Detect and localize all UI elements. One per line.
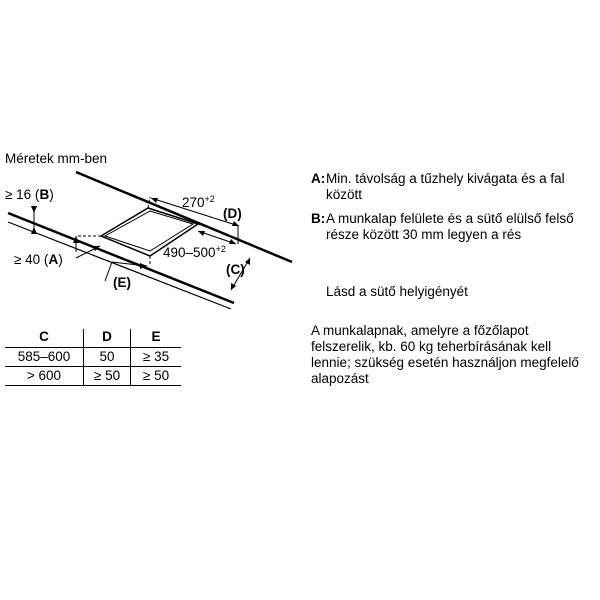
note-b bbox=[311, 211, 591, 243]
label-490-500: $490-500^{+2}$ bbox=[163, 244, 226, 260]
table-row bbox=[5, 367, 181, 386]
dim-c-arrow bbox=[245, 258, 250, 265]
table-row bbox=[5, 348, 181, 367]
label-ge16: ≥ 16 (B) bbox=[5, 187, 54, 202]
label-d: (D) bbox=[223, 206, 242, 221]
dim-490-arrow bbox=[198, 231, 205, 236]
note-text: A munkalap felülete és a sütő elülső felső része között 30 mm legyen a rés bbox=[326, 211, 574, 242]
note-text: Min. távolság a tűzhely kivágata és a fal között bbox=[326, 171, 565, 202]
table-cell: ≥ 35 bbox=[131, 348, 182, 367]
oven-note: Lásd a sütő helyigényét bbox=[326, 284, 468, 299]
dimensions-title: Méretek mm-ben bbox=[5, 151, 108, 166]
dim-490-arrow bbox=[229, 239, 236, 244]
table-header-row bbox=[5, 329, 181, 348]
dim-b-arrow bbox=[31, 206, 37, 213]
dim-270-arrow bbox=[151, 198, 158, 203]
note-key: A: bbox=[311, 171, 326, 186]
dimension-table bbox=[5, 329, 181, 386]
table-cell: ≥ 50 bbox=[131, 367, 182, 386]
table-header: E bbox=[131, 329, 182, 348]
dim-e-line bbox=[105, 262, 112, 281]
note-key: B: bbox=[311, 211, 326, 226]
label-e: (E) bbox=[113, 275, 131, 290]
label-270: $270^{+2}$ bbox=[182, 194, 215, 210]
table-cell: > 600 bbox=[5, 367, 84, 386]
table-header: D bbox=[84, 329, 131, 348]
table-header: C bbox=[5, 329, 84, 348]
support-note: A munkalapnak, amelyre a főzőlapot felszerelik, kb. 60 kg teherbírásának kell lennie; szükség esetén használjon megfelelő alapozást bbox=[311, 323, 579, 386]
dim-b-arrow bbox=[31, 227, 37, 234]
dim-c-arrow bbox=[231, 283, 236, 290]
table-cell: 585–600 bbox=[5, 348, 84, 367]
table-cell: ≥ 50 bbox=[84, 367, 131, 386]
note-a bbox=[311, 171, 591, 203]
label-c: (C) bbox=[226, 262, 245, 277]
label-ge40: ≥ 40 (A) bbox=[14, 252, 63, 267]
table-cell: 50 bbox=[84, 348, 131, 367]
